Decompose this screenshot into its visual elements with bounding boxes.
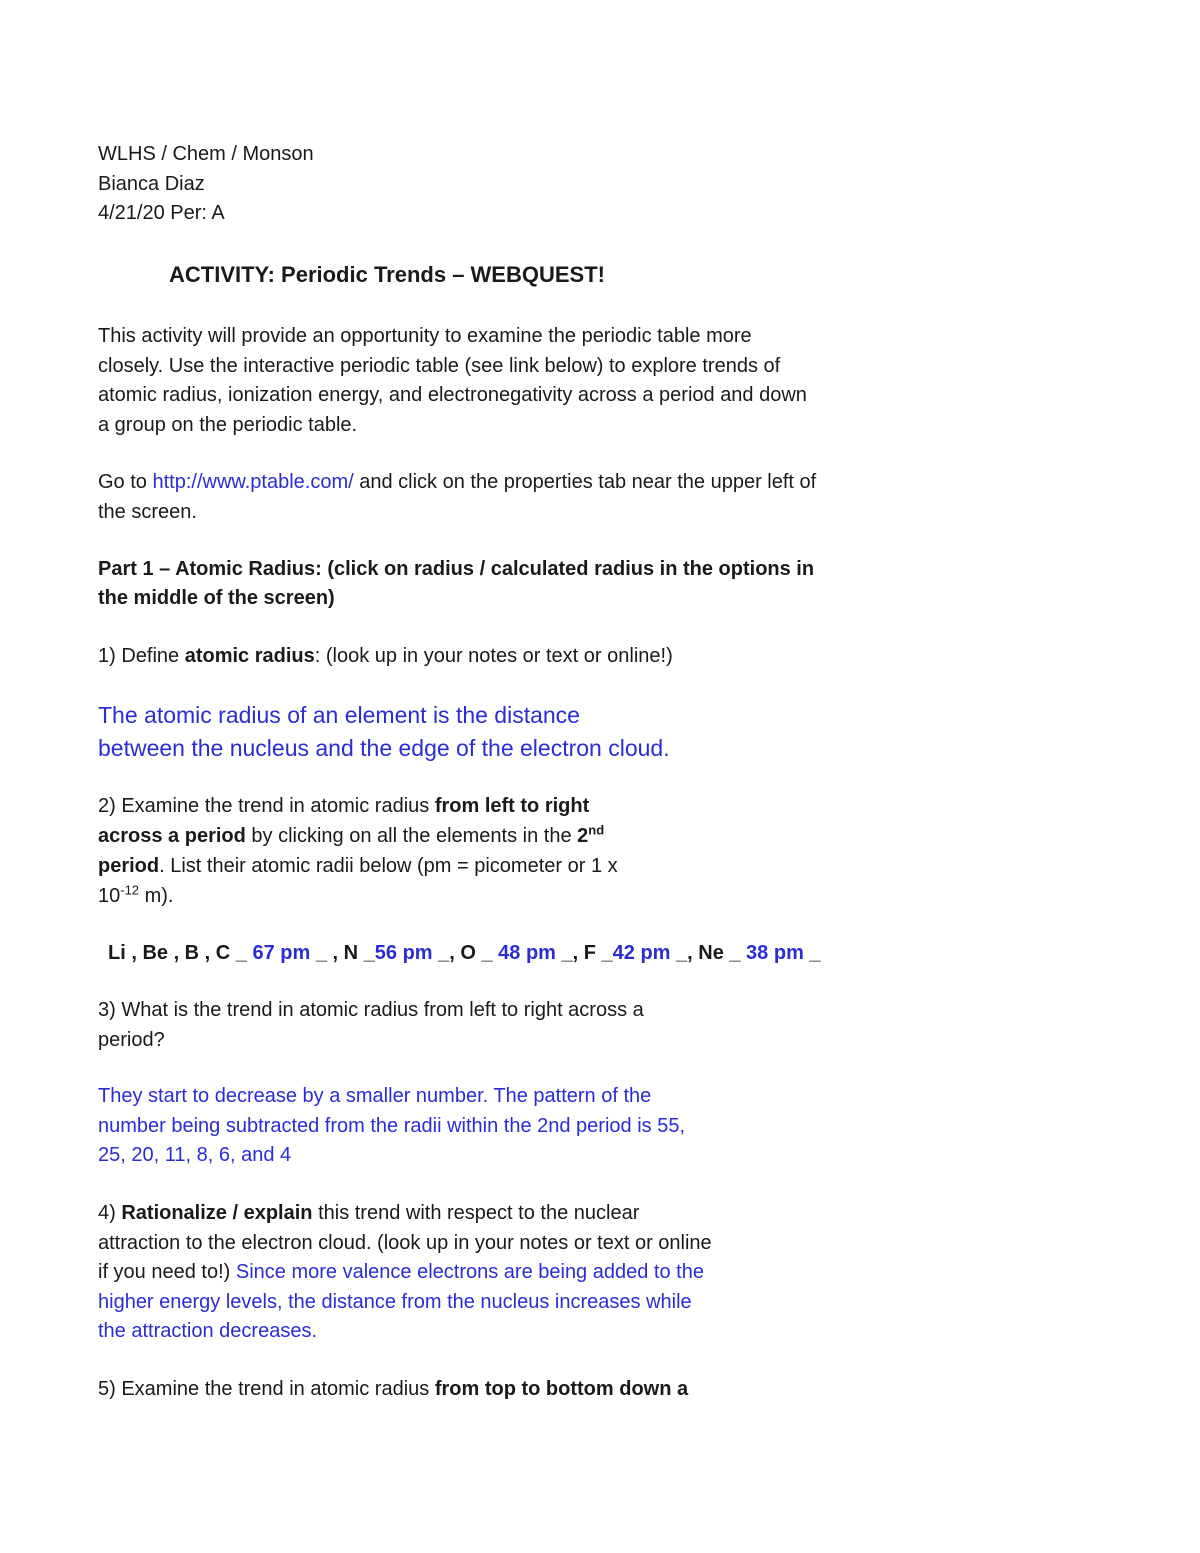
q2-line-3 [98, 852, 618, 882]
q4-answer-3: the attraction decreases. [98, 1320, 318, 1342]
q3-line-1: 3) What is the trend in atomic radius from left to right across a [98, 999, 644, 1021]
course-line: WLHS / Chem / Monson [98, 143, 314, 165]
q1-answer-2: between the nucleus and the edge of the electron cloud. [98, 735, 670, 761]
fill-o-value: 48 pm [498, 942, 562, 964]
q4-answer-2: higher energy levels, the distance from the nucleus increases while [98, 1291, 692, 1313]
q2-line-1 [98, 792, 589, 822]
q1-answer-1: The atomic radius of an element is the distance [98, 702, 580, 728]
q2-l3-text: . List their atomic radii below (pm = picometer or 1 x [159, 855, 618, 877]
q3-answer-3: 25, 20, 11, 8, 6, and 4 [98, 1144, 292, 1166]
q2-l2-num: 2 [577, 825, 589, 847]
fill-sep-f: _, F _ [561, 942, 613, 964]
fill-sep-ne: _, Ne _ [676, 942, 741, 964]
part1-heading-1: Part 1 – Atomic Radius: (click on radius / calculated radius in the options in [98, 558, 815, 580]
q2-l4-text: m). [139, 885, 174, 907]
fill-sep-n: _ , N _ [315, 942, 375, 964]
fill-f-value: 42 pm [612, 942, 677, 964]
q4-line-2: attraction to the electron cloud. (look up in your notes or text or online [98, 1232, 712, 1254]
fill-sep-o: _, O _ [438, 942, 499, 964]
q1-suffix: : (look up in your notes or text or online!) [314, 645, 673, 667]
q4-l3-black: if you need to!) [98, 1261, 236, 1283]
q4-answer-1: Since more valence electrons are being added to the [235, 1261, 704, 1283]
q2-l2-sup: nd [588, 822, 605, 838]
q4-l1-text: this trend with respect to the nuclear [312, 1202, 640, 1224]
q4-bold: Rationalize / explain [121, 1202, 313, 1224]
intro-line-1: This activity will provide an opportunity to examine the periodic table more [98, 325, 752, 347]
goto-prefix: Go to [98, 471, 153, 493]
fill-lead: Li , Be , B , C _ [108, 942, 247, 964]
fill-n-value: 56 pm [374, 942, 439, 964]
q5-prefix: 5) Examine the trend in atomic radius [98, 1378, 435, 1400]
q3-answer-2: number being subtracted from the radii within the 2nd period is 55, [98, 1115, 686, 1137]
q1-term: atomic radius [184, 645, 315, 667]
q1-prompt [98, 642, 673, 672]
intro-line-2: closely. Use the interactive periodic table (see link below) to explore trends of [98, 355, 781, 377]
q2-line-2 [98, 822, 604, 852]
part1-heading-2: the middle of the screen) [98, 587, 335, 609]
student-name: Bianca Diaz [98, 173, 205, 195]
ptable-link[interactable]: http://www.ptable.com/ [152, 471, 354, 493]
radii-fill-line [108, 939, 821, 968]
q4-line-1 [98, 1199, 639, 1229]
q2-l1-bold: from left to right [434, 795, 590, 817]
fill-ne-value: 38 pm [740, 942, 810, 964]
q2-l2-text: by clicking on all the elements in the [245, 825, 578, 847]
q2-l4-sup: -12 [120, 882, 140, 898]
goto-line-2: the screen. [98, 501, 197, 523]
q3-answer-1: They start to decrease by a smaller number. The pattern of the [98, 1085, 652, 1107]
intro-line-3: atomic radius, ionization energy, and electronegativity across a period and down [98, 384, 807, 406]
q2-l1-prefix: 2) Examine the trend in atomic radius [98, 795, 435, 817]
q5-bold: from top to bottom down a [434, 1378, 689, 1400]
fill-end: _ [809, 942, 821, 964]
q2-line-4 [98, 882, 173, 912]
q1-prefix: 1) Define [98, 645, 185, 667]
fill-c-value: 67 pm [246, 942, 316, 964]
q2-l4-base: 10 [98, 885, 121, 907]
goto-line [98, 468, 816, 498]
q2-l3-bold: period [98, 855, 160, 877]
q3-line-2: period? [98, 1029, 165, 1051]
goto-suffix: and click on the properties tab near the upper left of [353, 471, 817, 493]
q2-l2-bold: across a period [98, 825, 246, 847]
q5-line-1 [98, 1375, 688, 1405]
date-period: 4/21/20 Per: A [98, 202, 225, 224]
q4-line-3 [98, 1258, 704, 1288]
q4-prefix: 4) [98, 1202, 122, 1224]
page-title: ACTIVITY: Periodic Trends – WEBQUEST! [169, 262, 605, 287]
intro-line-4: a group on the periodic table. [98, 414, 358, 436]
